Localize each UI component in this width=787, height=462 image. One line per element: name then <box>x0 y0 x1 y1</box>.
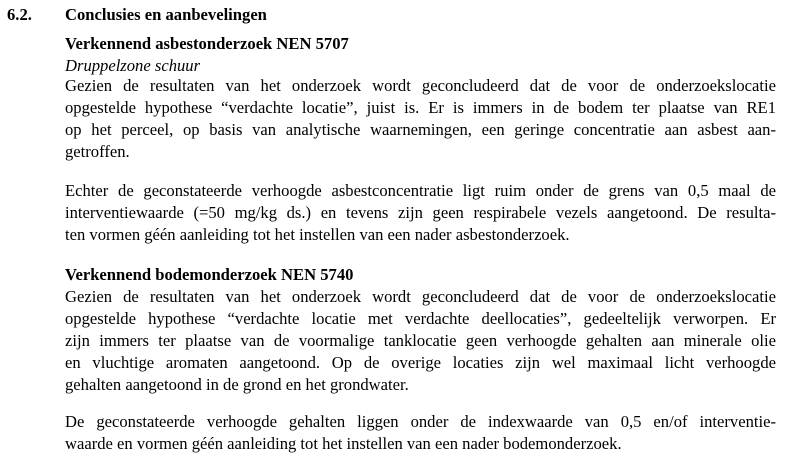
paragraph-line: gehalten aangetoond in de grond en het grondwater. <box>65 375 409 394</box>
paragraph-line: ten vormen géén aanleiding tot het instellen van een nader asbestonderzoek. <box>65 225 570 244</box>
paragraph-line: Gezien de resultaten van het onderzoek wordt geconcludeerd dat de voor de onderzoekslocatie <box>65 76 776 95</box>
paragraph-line: opgestelde hypothese “verdachte locatie”, juist is. Er is immers in de bodem ter plaatse van RE1 <box>65 98 776 117</box>
paragraph-line: interventiewaarde (=50 mg/kg ds.) en tevens zijn geen respirabele vezels aangetoond. De resulta- <box>65 203 776 222</box>
asbest-paragraph-1 <box>65 75 776 163</box>
asbest-paragraph-2 <box>65 180 776 246</box>
paragraph-line: De geconstateerde verhoogde gehalten liggen onder de indexwaarde van 0,5 en/of interventie- <box>65 412 776 431</box>
paragraph-line: waarde en vormen géén aanleiding tot het instellen van een nader bodemonderzoek. <box>65 434 622 453</box>
paragraph-line: zijn immers ter plaatse van de voormalige tanklocatie geen verhoogde gehalten aan minerale olie <box>65 331 776 350</box>
paragraph-line: en vluchtige aromaten aangetoond. Op de overige locaties zijn wel maximaal licht verhoogde <box>65 353 776 372</box>
section-number: 6.2. <box>7 5 32 24</box>
bodem-paragraph-1 <box>65 286 776 396</box>
paragraph-line: getroffen. <box>65 142 130 161</box>
paragraph-line: Gezien de resultaten van het onderzoek wordt geconcludeerd dat de voor de onderzoekslocatie <box>65 287 776 306</box>
bodem-heading: Verkennend bodemonderzoek NEN 5740 <box>65 265 354 284</box>
paragraph-line: op het perceel, op basis van analytische waarnemingen, een geringe concentratie aan asbest aan- <box>65 120 776 139</box>
bodem-paragraph-2 <box>65 411 776 455</box>
paragraph-line: opgestelde hypothese “verdachte locatie met verdachte deellocaties”, gedeeltelijk verworpen. Er <box>65 309 776 328</box>
asbest-subheading: Druppelzone schuur <box>65 56 201 75</box>
section-title: Conclusies en aanbevelingen <box>65 5 267 24</box>
asbest-heading: Verkennend asbestonderzoek NEN 5707 <box>65 34 349 53</box>
paragraph-line: Echter de geconstateerde verhoogde asbestconcentratie ligt ruim onder de grens van 0,5 maal de <box>65 181 776 200</box>
